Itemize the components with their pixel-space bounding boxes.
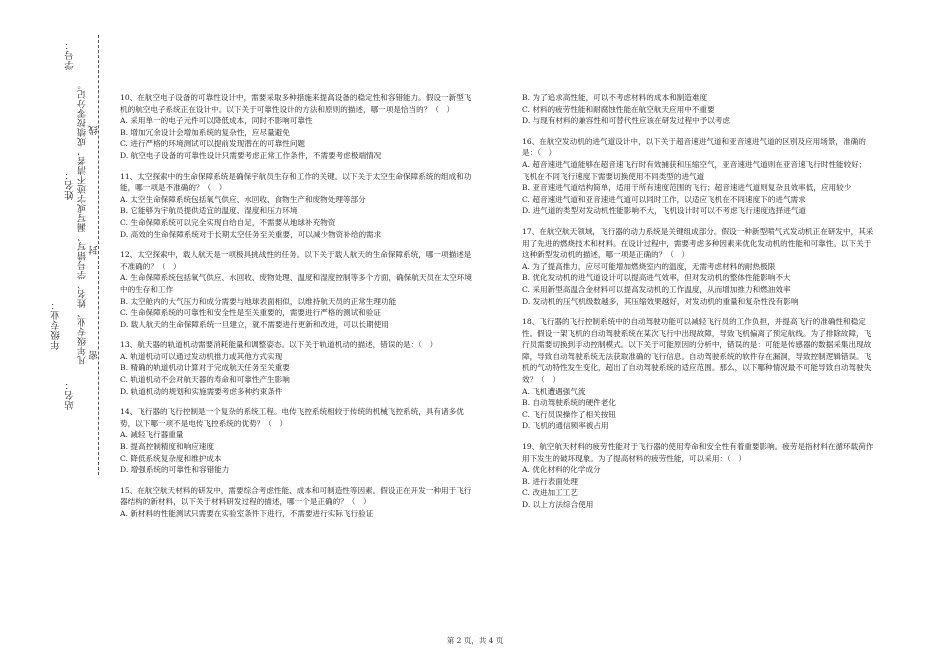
option-a: A. 生命保障系统包括氧气供应、水回收、废物处理、温度和湿度控制等多个方面，确保航天员在太空环境中的生存和工作 [120,273,473,294]
option-c: C. 改进加工工艺 [522,488,578,498]
option-d: D. 增强系统的可靠性和容错能力 [120,465,230,475]
option-d: D. 以上方法综合使用 [522,500,594,509]
option-c: C. 生命保障系统可以完全实现自给自足，不需要从地球补充物资 [120,217,336,227]
option-c: C. 轨道机动不会对航天器的寿命和可靠性产生影响 [120,375,290,385]
option-a: A. 优化材料的化学成分 [522,465,601,475]
option-a: A. 超音速进气道能够在超音速飞行时有效捕获和压缩空气，亚音速进气道则在亚音速飞行时性能较好；飞机在不同飞行速度下需要切换使用不同类型的进气道 [522,159,867,181]
option-d: D. 进气道的类型对发动机性能影响不大，飞机设计时可以不考虑飞行速度选择进气道 [522,206,807,216]
option-c: C. 材料的疲劳性能和耐腐蚀性能在航空航天应用中不重要 [522,104,715,114]
question-13 [120,339,476,397]
question-11 [120,171,476,241]
option-b: B. 提高控制精度和响应速度 [120,442,214,452]
question-10 [120,92,476,162]
question-12 [120,249,476,330]
filling-notice: 凡年级专业、姓名、学号错写、漏写或字迹不清者，成绩按零分记。 [78,80,88,365]
page-number: 第 2 页，共 4 页 [446,636,504,645]
option-d: D. 轨道机动的规划和实施需要考虑多种约束条件 [120,386,283,396]
binding-margin [0,0,110,672]
major-label: 年级专业： [51,300,62,350]
question-19 [522,441,874,511]
question-stem: 11、太空探索中的生命保障系统是确保宇航员生存和工作的关键。以下关于太空生命保障系统的组成和功能，哪一项是不准确的？（ ） [120,171,472,193]
option-d: D. 飞机的通信频率被占用 [522,421,609,431]
option-b: B. 亚音速进气道结构简单，适用于所有速度范围的飞行；超音速进气道则复杂且效率低，应用较少 [522,183,852,193]
question-16 [522,136,874,217]
option-a: A. 轨道机动可以通过发动机推力或其他方式实现 [120,351,283,361]
option-b: B. 自动驾驶系统的硬件老化 [522,398,616,408]
question-15 [120,485,476,520]
option-d: D. 航空电子设备的可靠性设计只需要考虑正常工作条件，不需要考虑极端情况 [120,150,382,160]
option-c: C. 降低系统复杂度和维护成本 [120,453,222,463]
seal-mark-line: 线 [89,125,100,135]
option-a: A. 为了提高推力，应尽可能增加燃烧室内的温度，无需考虑材料的耐热极限 [522,261,776,271]
question-stem: 10、在航空电子设备的可靠性设计中，需要采取多种措施来提高设备的稳定性和容错能力。假设一新型飞机的航空电子系统正在设计中。以下关于可靠性设计的方法和原则的描述，哪一项是恰当的？（ ） [120,93,472,114]
option-c: C. 飞行员误操作了相关按钮 [522,409,616,419]
question-stem: 14、飞行器的飞行控制是一个复杂的系统工程。电传飞控系统相较于传统的机械飞控系统，具有诸多优势，以下哪一项不是电传飞控系统的优势？（ ） [120,407,464,428]
option-b: B. 精确的轨道机动计算对于完成航天任务至关重要 [120,363,290,373]
option-d: D. 高效的生命保障系统对于长期太空任务至关重要，可以减少物资补给的需求 [120,229,382,239]
question-stem: 18、飞行器的飞行控制系统中的自动驾驶功能可以减轻飞行员的工作负担，并提高飞行的准确性和稳定性。假设一架飞机的自动驾驶系统在某次飞行中出现故障，导致飞机偏离了预定航线。为了排除故障，飞行员需要切换到手动控制模式。以下关于可能原因的分析中，错误的是：可能是传感器的数据采集出现故障，导致自动驾驶系统无法获取准确的飞行信息。自动驾驶系统的软件存在漏洞，导致控制逻辑错误。飞机的气动特性发生变化，超出了自动驾驶系统的适应范围。那么，以下哪种情况最不可能导致自动驾驶失效？（ ） [522,317,872,385]
option-c: C. 超音速进气道和亚音速进气道可以同时工作，以适应飞机在不同速度下的进气需求 [522,194,806,204]
question-18 [522,316,874,432]
question-stem: 12、太空探索中，载人航天是一项极具挑战性的任务。以下关于载人航天的生命保障系统，哪一项描述是不准确的？（ ） [120,250,472,271]
option-d: D. 发动机的压气机级数越多，其压缩效果越好，对发动机的重量和复杂性没有影响 [522,296,799,306]
option-d: D. 载人航天的生命保障系统一旦建立，就不需要进行更新和改进，可以长期使用 [120,319,389,329]
option-d: D. 与现有材料的兼容性和可替代性应该在研发过程中予以考虑 [522,116,731,126]
option-b: B. 进行表面处理 [522,476,578,486]
question-stem: 13、航天器的轨道机动需要消耗能量和调整姿态。以下关于轨道机动的描述，错误的是：（ ） [120,340,438,350]
option-c: C. 生命保障系统的可靠性和安全性是至关重要的，需要进行严格的测试和验证 [120,308,381,318]
school-label: 站名： [65,380,76,410]
right-question-column [522,92,874,520]
option-b: B. 优化发动机的进气道设计可以提高进气效率，但对发动机的整体性能影响不大 [522,273,791,283]
option-b: B. 增加冗余设计会增加系统的复杂性，应尽量避免 [120,127,290,137]
question-14 [120,406,476,476]
option-c: C. 采用新型高温合金材料可以提高发动机的工作温度，从而增加推力和燃油效率 [522,284,791,294]
option-b: B. 太空舱内的大气压力和成分需要与地球表面相似，以维持航天员的正常生理功能 [120,296,397,306]
option-b: B. 它能够为宇航员提供适宜的温度、湿度和压力环境 [120,206,298,216]
question-stem: 15、在航空航天材料的研发中，需要综合考虑性能、成本和可制造性等因素。假设正在开发一种用于飞行器结构的新材料，以下关于材料研发过程的描述，哪一个是正确的？（ ） [120,485,472,507]
seal-mark-seal: 封 [89,245,100,255]
seal-mark-secret: 密 [89,350,100,360]
question-stem: 19、航空航天材料的疲劳性能对于飞行器的使用寿命和安全性有着重要影响。疲劳是指材料在循环载荷作用下发生的破坏现象。为了提高材料的疲劳性能，可以采用：（ ） [522,442,874,463]
student-id-label: 学号： [65,40,76,70]
option-a: A. 采用单一的电子元件可以降低成本，同时不影响可靠性 [120,116,313,126]
option-a: A. 飞机遭遇强气流 [522,386,586,396]
question-stem: 16、在航空发动机的进气道设计中，以下关于超音速进气道和亚音速进气道的区别及应用场景，准确的是：（ ） [522,136,866,158]
option-a: A. 太空生命保障系统包括氧气供应、水回收、食物生产和废物处理等部分 [120,194,366,204]
name-label: 姓名： [65,170,76,200]
option-b: B. 为了追求高性能，可以不考虑材料的成本和制造难度 [522,93,708,102]
question-17 [522,226,874,307]
option-a: A. 减轻飞行器重量 [120,430,184,440]
seal-dashed-line [98,35,99,475]
left-question-column [120,92,476,529]
question-15-continued [522,92,874,127]
option-c: C. 进行严格的环境测试可以提前发现潜在的可靠性问题 [120,139,306,149]
option-a: A. 新材料的性能测试只需要在实验室条件下进行，不需要进行实际飞行验证 [120,509,374,518]
question-stem: 17、在航空航天领域，飞行器的动力系统是关键组成部分。假设一种新型喷气式发动机正在研发中，其采用了先进的燃烧技术和材料。在设计过程中，需要考虑多种因素来优化发动机的性能和可靠性。以下关于这种新型发动机的描述，哪一项是正确的？（ ） [522,226,874,260]
